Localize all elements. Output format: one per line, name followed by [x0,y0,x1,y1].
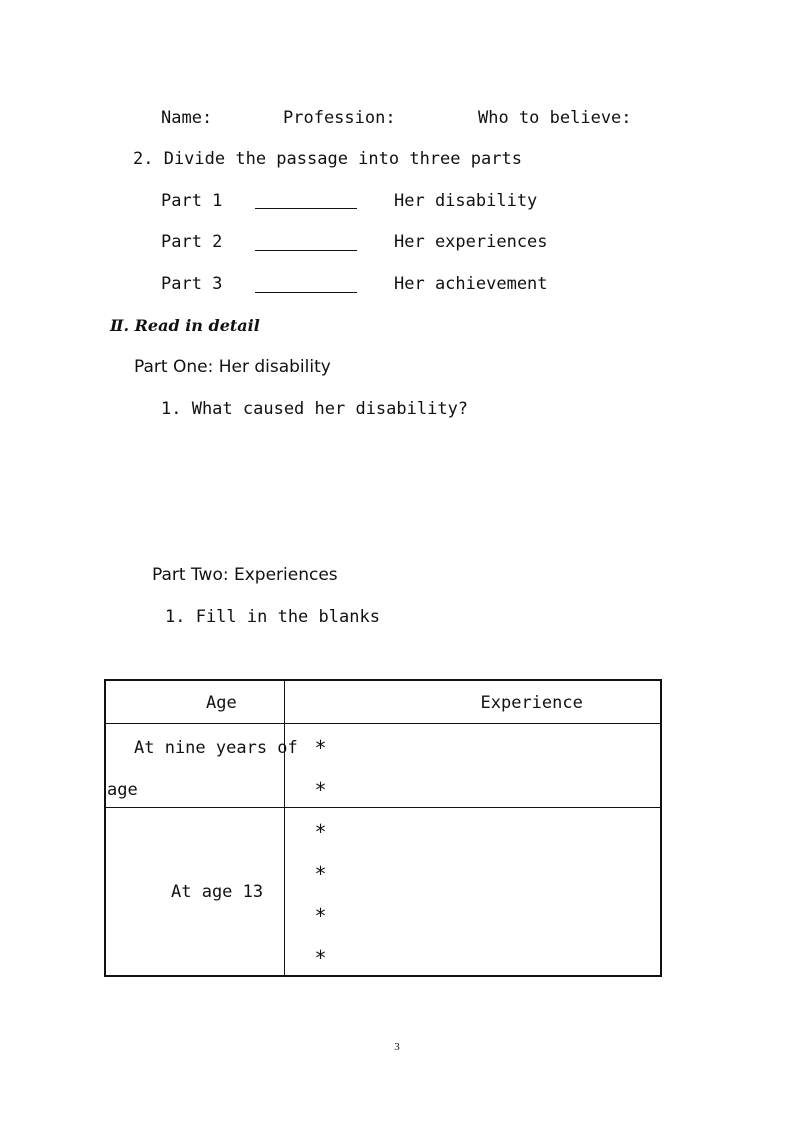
who-to-believe-label: Who to believe: [478,108,632,128]
part-1-topic: Her disability [394,191,538,211]
bullet-star: * [314,819,327,844]
header-age-label: Age [206,693,237,713]
page-number: 3 [394,1041,400,1053]
part-3-label: Part 3 [161,274,223,294]
profession-label: Profession: [283,108,396,128]
bullet-star: * [314,903,327,928]
part-2-blank[interactable] [255,250,357,251]
part-1-label: Part 1 [161,191,223,211]
experience-cell[interactable] [284,723,661,807]
part-one-question-1: 1. What caused her disability? [161,399,469,419]
table-header-row [105,680,661,723]
bullet-star: * [314,777,327,802]
name-label: Name: [161,108,213,128]
header-age [105,680,284,723]
bullet-star: * [314,735,327,760]
experience-cell[interactable] [284,807,661,976]
table-row [105,807,661,976]
age-cell [105,807,284,976]
bullet-star: * [314,945,327,970]
part-two-heading: Part Two: Experiences [152,565,338,585]
part-two-question-1: 1. Fill in the blanks [165,607,380,627]
bullet-star: * [314,861,327,886]
part-2-label: Part 2 [161,232,223,252]
part-1-blank[interactable] [255,208,357,209]
part-2-topic: Her experiences [394,232,548,252]
table-row [105,723,661,807]
part-3-topic: Her achievement [394,274,548,294]
header-experience-label: Experience [480,693,583,713]
age-text-line-2: age [107,779,138,800]
age-cell [105,723,298,807]
age-text-line-1: At nine years of [134,737,298,758]
question-2: 2. Divide the passage into three parts [133,149,522,169]
age-text: At age 13 [171,881,264,902]
experience-table [104,679,662,977]
section-heading: Ⅱ. Read in detail [110,316,260,335]
part-3-blank[interactable] [255,292,357,293]
header-experience [284,680,661,723]
part-one-heading: Part One: Her disability [134,357,331,377]
